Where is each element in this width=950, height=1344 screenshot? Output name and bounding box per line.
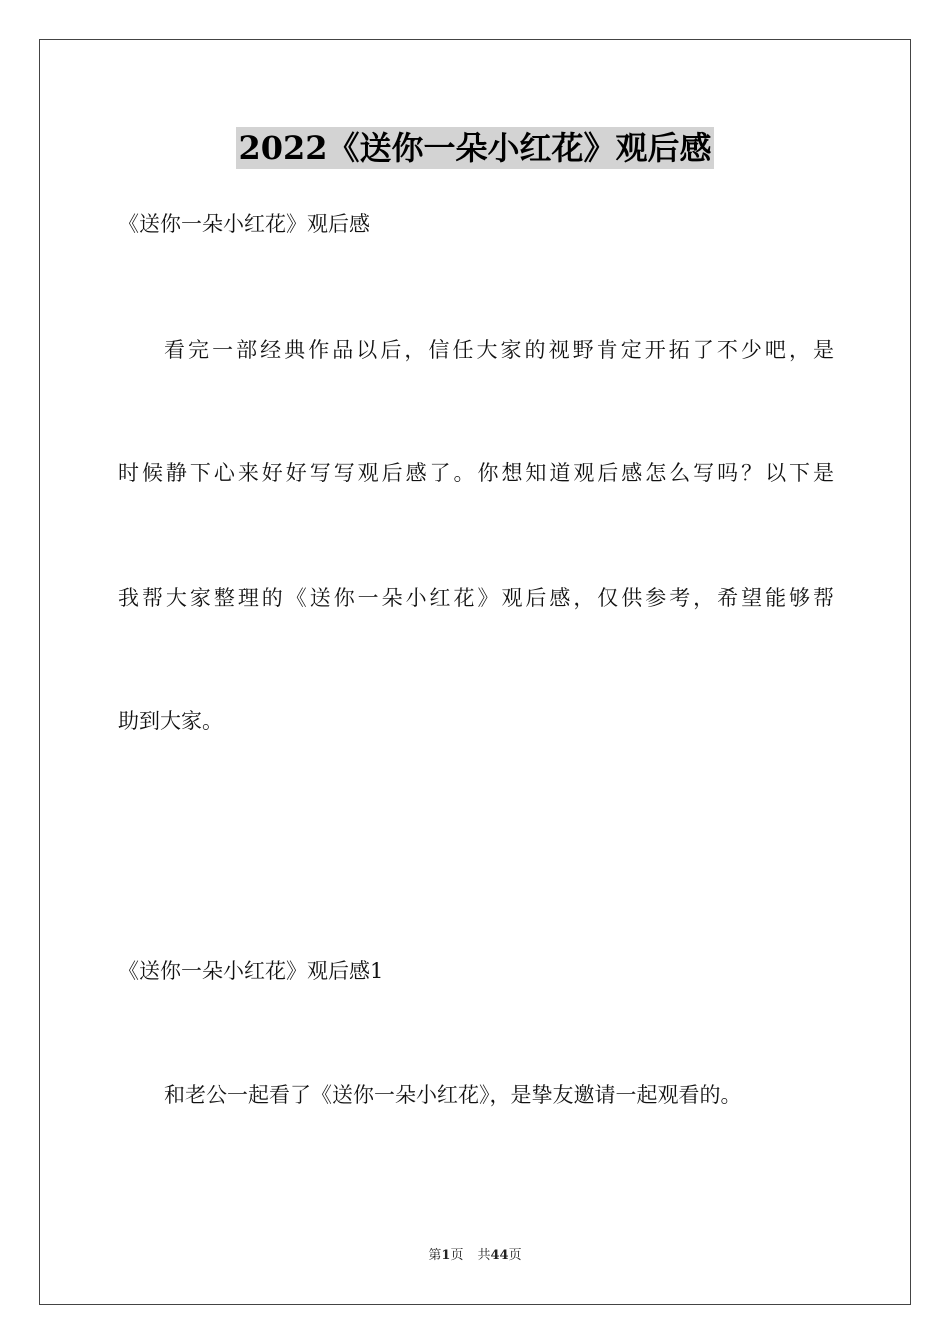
footer-total-pages: 44 — [490, 1248, 509, 1263]
page-footer — [0, 1247, 950, 1265]
footer-total-prefix: 共 — [477, 1248, 491, 1263]
document-title: 2022《送你一朵小红花》观后感 — [238, 129, 712, 167]
section-heading: 《送你一朵小红花》观后感1 — [118, 959, 384, 983]
intro-line-1: 看完一部经典作品以后，信任大家的视野肯定开拓了不少吧，是 — [164, 338, 834, 362]
section-first-line: 和老公一起看了《送你一朵小红花》，是挚友邀请一起观看的。 — [164, 1083, 742, 1107]
title-container — [0, 127, 950, 169]
footer-total-suffix: 页 — [508, 1248, 522, 1263]
intro-line-3: 我帮大家整理的《送你一朵小红花》观后感，仅供参考，希望能够帮 — [118, 586, 834, 610]
intro-line-2: 时候静下心来好好写写观后感了。你想知道观后感怎么写吗？以下是 — [118, 461, 834, 485]
footer-page-prefix: 第 — [428, 1248, 442, 1263]
footer-page-suffix: 页 — [450, 1248, 464, 1263]
footer-page-number: 1 — [441, 1248, 451, 1263]
document-subtitle: 《送你一朵小红花》观后感 — [118, 212, 370, 236]
intro-line-4: 助到大家。 — [118, 709, 223, 733]
